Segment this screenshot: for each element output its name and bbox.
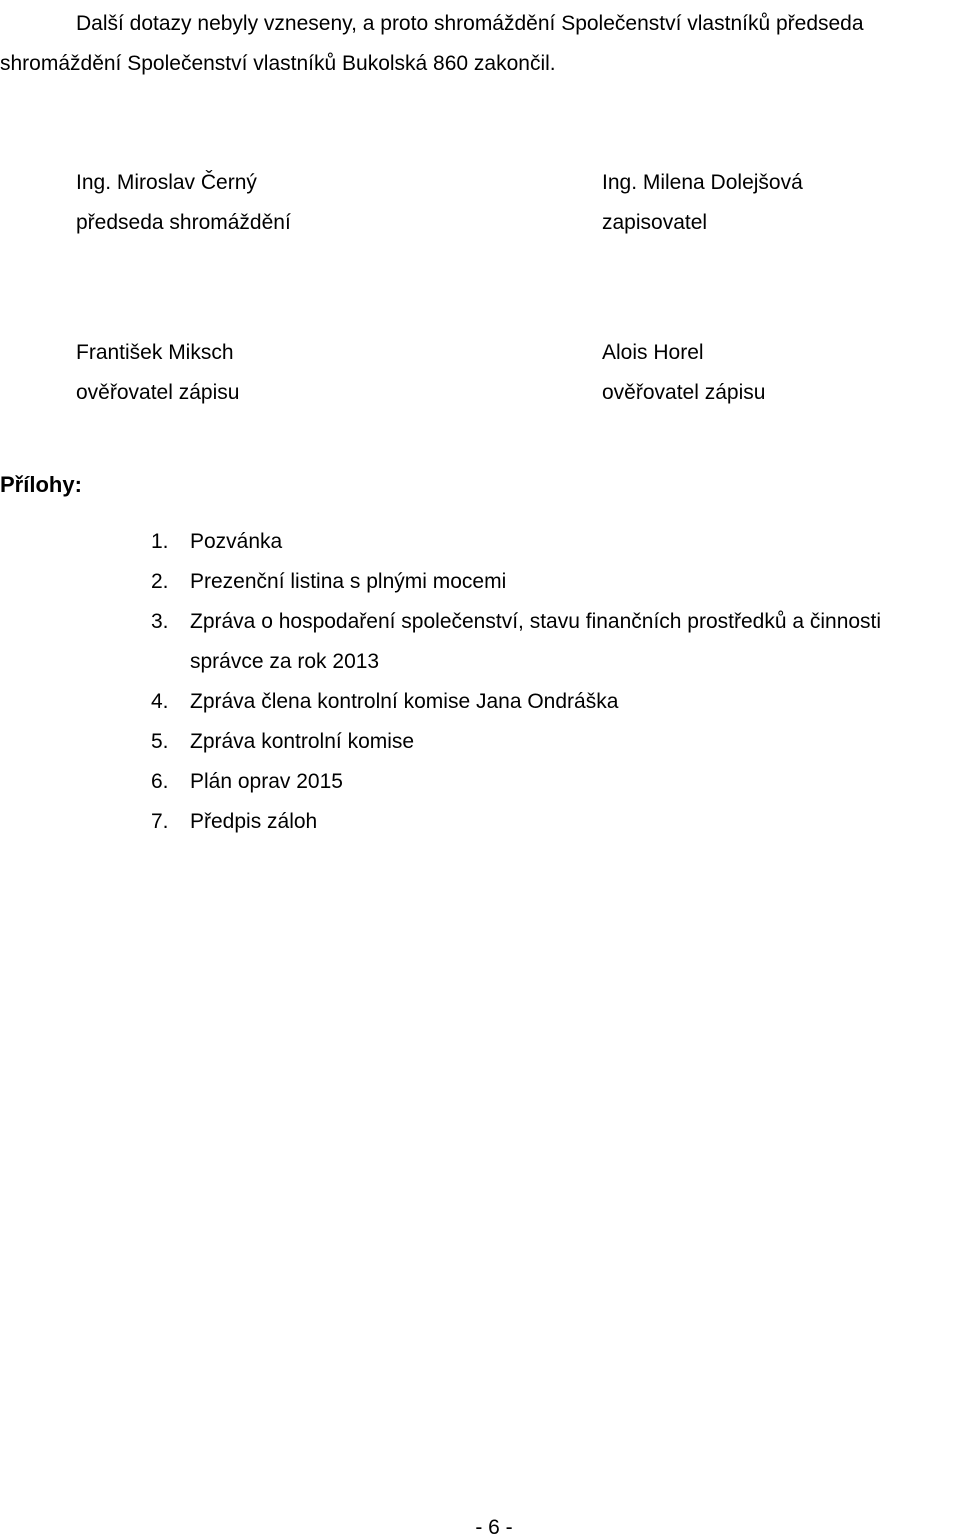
list-item-number: 1. (151, 530, 169, 553)
signature-role: ověřovatel zápisu (76, 381, 240, 404)
list-item-number: 6. (151, 770, 169, 793)
page-number (0, 1517, 960, 1538)
list-item (0, 602, 960, 682)
list-item-text-continuation: správce za rok 2013 (190, 650, 380, 673)
list-item-number: 4. (151, 690, 169, 713)
signature-name: Ing. Miroslav Černý (76, 171, 257, 194)
signature-recorder (602, 163, 803, 243)
signature-verifier-2 (602, 333, 765, 413)
list-item-number: 3. (151, 610, 169, 633)
list-item (0, 562, 960, 602)
list-item-text: Zpráva člena kontrolní komise Jana Ondráška (190, 690, 619, 713)
list-item-text: Pozvánka (190, 530, 283, 553)
closing-paragraph-line-2: shromáždění Společenství vlastníků Bukolská 860 zakončil. (0, 52, 556, 75)
list-item-number: 5. (151, 730, 169, 753)
signature-chairman (76, 163, 291, 243)
signature-name: Ing. Milena Dolejšová (602, 171, 803, 194)
list-item-text: Zpráva kontrolní komise (190, 730, 415, 753)
attachments-list (0, 522, 960, 842)
signature-name: Alois Horel (602, 341, 704, 364)
list-item-text: Zpráva o hospodaření společenství, stavu finančních prostředků a činnosti (190, 610, 882, 633)
attachments-heading: Přílohy: (0, 472, 82, 497)
list-item-text: Prezenční listina s plnými mocemi (190, 570, 507, 593)
list-item (0, 522, 960, 562)
list-item (0, 762, 960, 802)
closing-paragraph (0, 4, 960, 84)
signature-role: ověřovatel zápisu (602, 381, 766, 404)
list-item-text: Plán oprav 2015 (190, 770, 343, 793)
list-item-number: 2. (151, 570, 169, 593)
closing-paragraph-line-1: Další dotazy nebyly vzneseny, a proto shromáždění Společenství vlastníků předseda (76, 12, 864, 35)
page-number-text: - 6 - (475, 1516, 513, 1539)
signature-role: zapisovatel (602, 211, 708, 234)
signature-name: František Miksch (76, 341, 234, 364)
signature-verifier-1 (76, 333, 239, 413)
list-item (0, 802, 960, 842)
signature-role: předseda shromáždění (76, 211, 291, 234)
list-item-text: Předpis záloh (190, 810, 318, 833)
list-item (0, 682, 960, 722)
list-item (0, 722, 960, 762)
list-item-number: 7. (151, 810, 169, 833)
